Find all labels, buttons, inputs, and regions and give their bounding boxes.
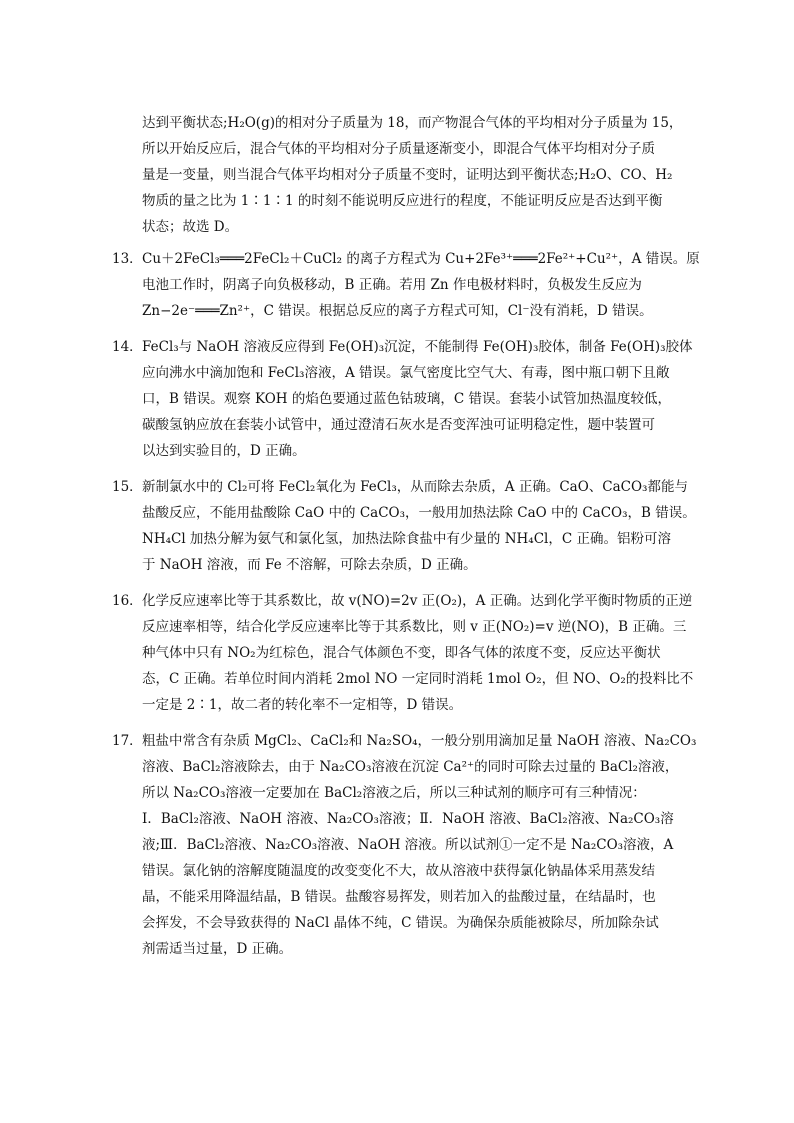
- text-line: NH₄Cl 加热分解为氨气和氯化氢，加热法除食盐中有少量的 NH₄Cl，C 正确。铝粉可溶: [142, 531, 671, 547]
- text-line: 一定是 2∶1，故二者的转化率不一定相等，D 错误。: [142, 697, 463, 713]
- text-line: 错误。氯化钠的溶解度随温度的改变变化不大，故从溶液中获得氯化钠晶体采用蒸发结: [142, 863, 655, 879]
- text-line: 所以开始反应后，混合气体的平均相对分子质量逐渐变小，即混合气体平均相对分子质: [142, 141, 655, 157]
- item-number: 13．: [112, 251, 143, 267]
- text-line: 应向沸水中滴加饱和 FeCl₃溶液，A 错误。氯气密度比空气大、有毒，图中瓶口朝下且敞: [142, 365, 670, 381]
- text-line: 种气体中只有 NO₂为红棕色，混合气体颜色不变，即各气体的浓度不变，反应达平衡状: [142, 645, 661, 661]
- text-line: Ⅰ．BaCl₂溶液、NaOH 溶液、Na₂CO₃溶液；Ⅱ．NaOH 溶液、BaCl₂溶液、Na₂CO₃溶: [142, 811, 674, 827]
- text-line: 达到平衡状态;H₂O(g)的相对分子质量为 18，而产物混合气体的平均相对分子质量为 15，: [142, 115, 683, 131]
- text-line: 晶，不能采用降温结晶，B 错误。盐酸容易挥发，则若加入的盐酸过量，在结晶时，也: [142, 889, 656, 905]
- item-number: 15．: [112, 479, 143, 495]
- text-line: 所以 Na₂CO₃溶液一定要加在 BaCl₂溶液之后，所以三种试剂的顺序可有三种情况：: [142, 785, 646, 801]
- text-line: 口，B 错误。观察 KOH 的焰色要通过蓝色钴玻璃，C 错误。套装小试管加热温度较低，: [142, 391, 671, 407]
- item-number: 17．: [112, 733, 143, 749]
- text-line: 碳酸氢钠应放在套装小试管中，通过澄清石灰水是否变浑浊可证明稳定性，题中装置可: [142, 417, 655, 433]
- text-line: 粗盐中常含有杂质 MgCl₂、CaCl₂和 Na₂SO₄，一般分别用滴加足量 NaOH 溶液、Na₂CO₃: [142, 733, 697, 749]
- text-line: 会挥发，不会导致获得的 NaCl 晶体不纯，C 错误。为确保杂质能被除尽，所加除杂试: [142, 915, 659, 931]
- text-line: 于 NaOH 溶液，而 Fe 不溶解，可除去杂质，D 正确。: [142, 557, 477, 573]
- item-text: [142, 334, 693, 464]
- text-line: FeCl₃与 NaOH 溶液反应得到 Fe(OH)₃沉淀，不能制得 Fe(OH)₃胶体，制备 Fe(OH)₃胶体: [142, 339, 693, 355]
- item-text: [142, 110, 682, 240]
- text-line: 物质的量之比为 1∶1∶1 的时刻不能说明反应进行的程度，不能证明反应是否达到平衡: [142, 193, 663, 209]
- text-line: 反应速率相等，结合化学反应速率比等于其系数比，则 v 正(NO₂)=v 逆(NO)，B 正确。三: [142, 619, 687, 635]
- text-line: 态，C 正确。若单位时间内消耗 2mol NO 一定同时消耗 1mol O₂，但 NO、O₂的投料比不: [142, 671, 694, 687]
- text-line: 溶液、BaCl₂溶液除去，由于 Na₂CO₃溶液在沉淀 Ca²⁺的同时可除去过量的 BaCl₂溶液，: [142, 759, 679, 775]
- text-line: Zn−2e⁻═══Zn²⁺，C 错误。根据总反应的离子方程式可知，Cl⁻没有消耗，D 错误。: [142, 303, 653, 319]
- item-number: 16．: [112, 593, 143, 609]
- text-line: 以达到实验目的，D 正确。: [142, 443, 306, 459]
- text-line: 新制氯水中的 Cl₂可将 FeCl₂氧化为 FeCl₃，从而除去杂质，A 正确。CaO、CaCO₃都能与: [142, 479, 688, 495]
- item-text: [142, 588, 694, 718]
- text-line: 状态；故选 D。: [142, 219, 239, 235]
- item-text: [142, 246, 700, 324]
- text-line: 量是一变量，则当混合气体平均相对分子质量不变时，证明达到平衡状态;H₂O、CO、H₂: [142, 167, 673, 183]
- text-line: 电池工作时，阴离子向负极移动，B 正确。若用 Zn 作电极材料时，负极发生反应为: [142, 277, 642, 293]
- text-line: 盐酸反应，不能用盐酸除 CaO 中的 CaCO₃，一般用加热法除 CaO 中的 CaCO₃，B 错误。: [142, 505, 696, 521]
- text-line: Cu＋2FeCl₃═══2FeCl₂＋CuCl₂ 的离子方程式为 Cu+2Fe³⁺═══2Fe²⁺+Cu²⁺，A 错误。原: [142, 251, 700, 267]
- text-line: 剂需适当过量，D 正确。: [142, 941, 293, 957]
- text-line: 液;Ⅲ．BaCl₂溶液、Na₂CO₃溶液、NaOH 溶液。所以试剂①一定不是 Na₂CO₃溶液，A: [142, 837, 674, 853]
- item-text: [142, 474, 696, 578]
- item-number: 14．: [112, 339, 143, 355]
- text-line: 化学反应速率比等于其系数比，故 v(NO)=2v 正(O₂)，A 正确。达到化学平衡时物质的正逆: [142, 593, 693, 609]
- item-text: [142, 728, 697, 962]
